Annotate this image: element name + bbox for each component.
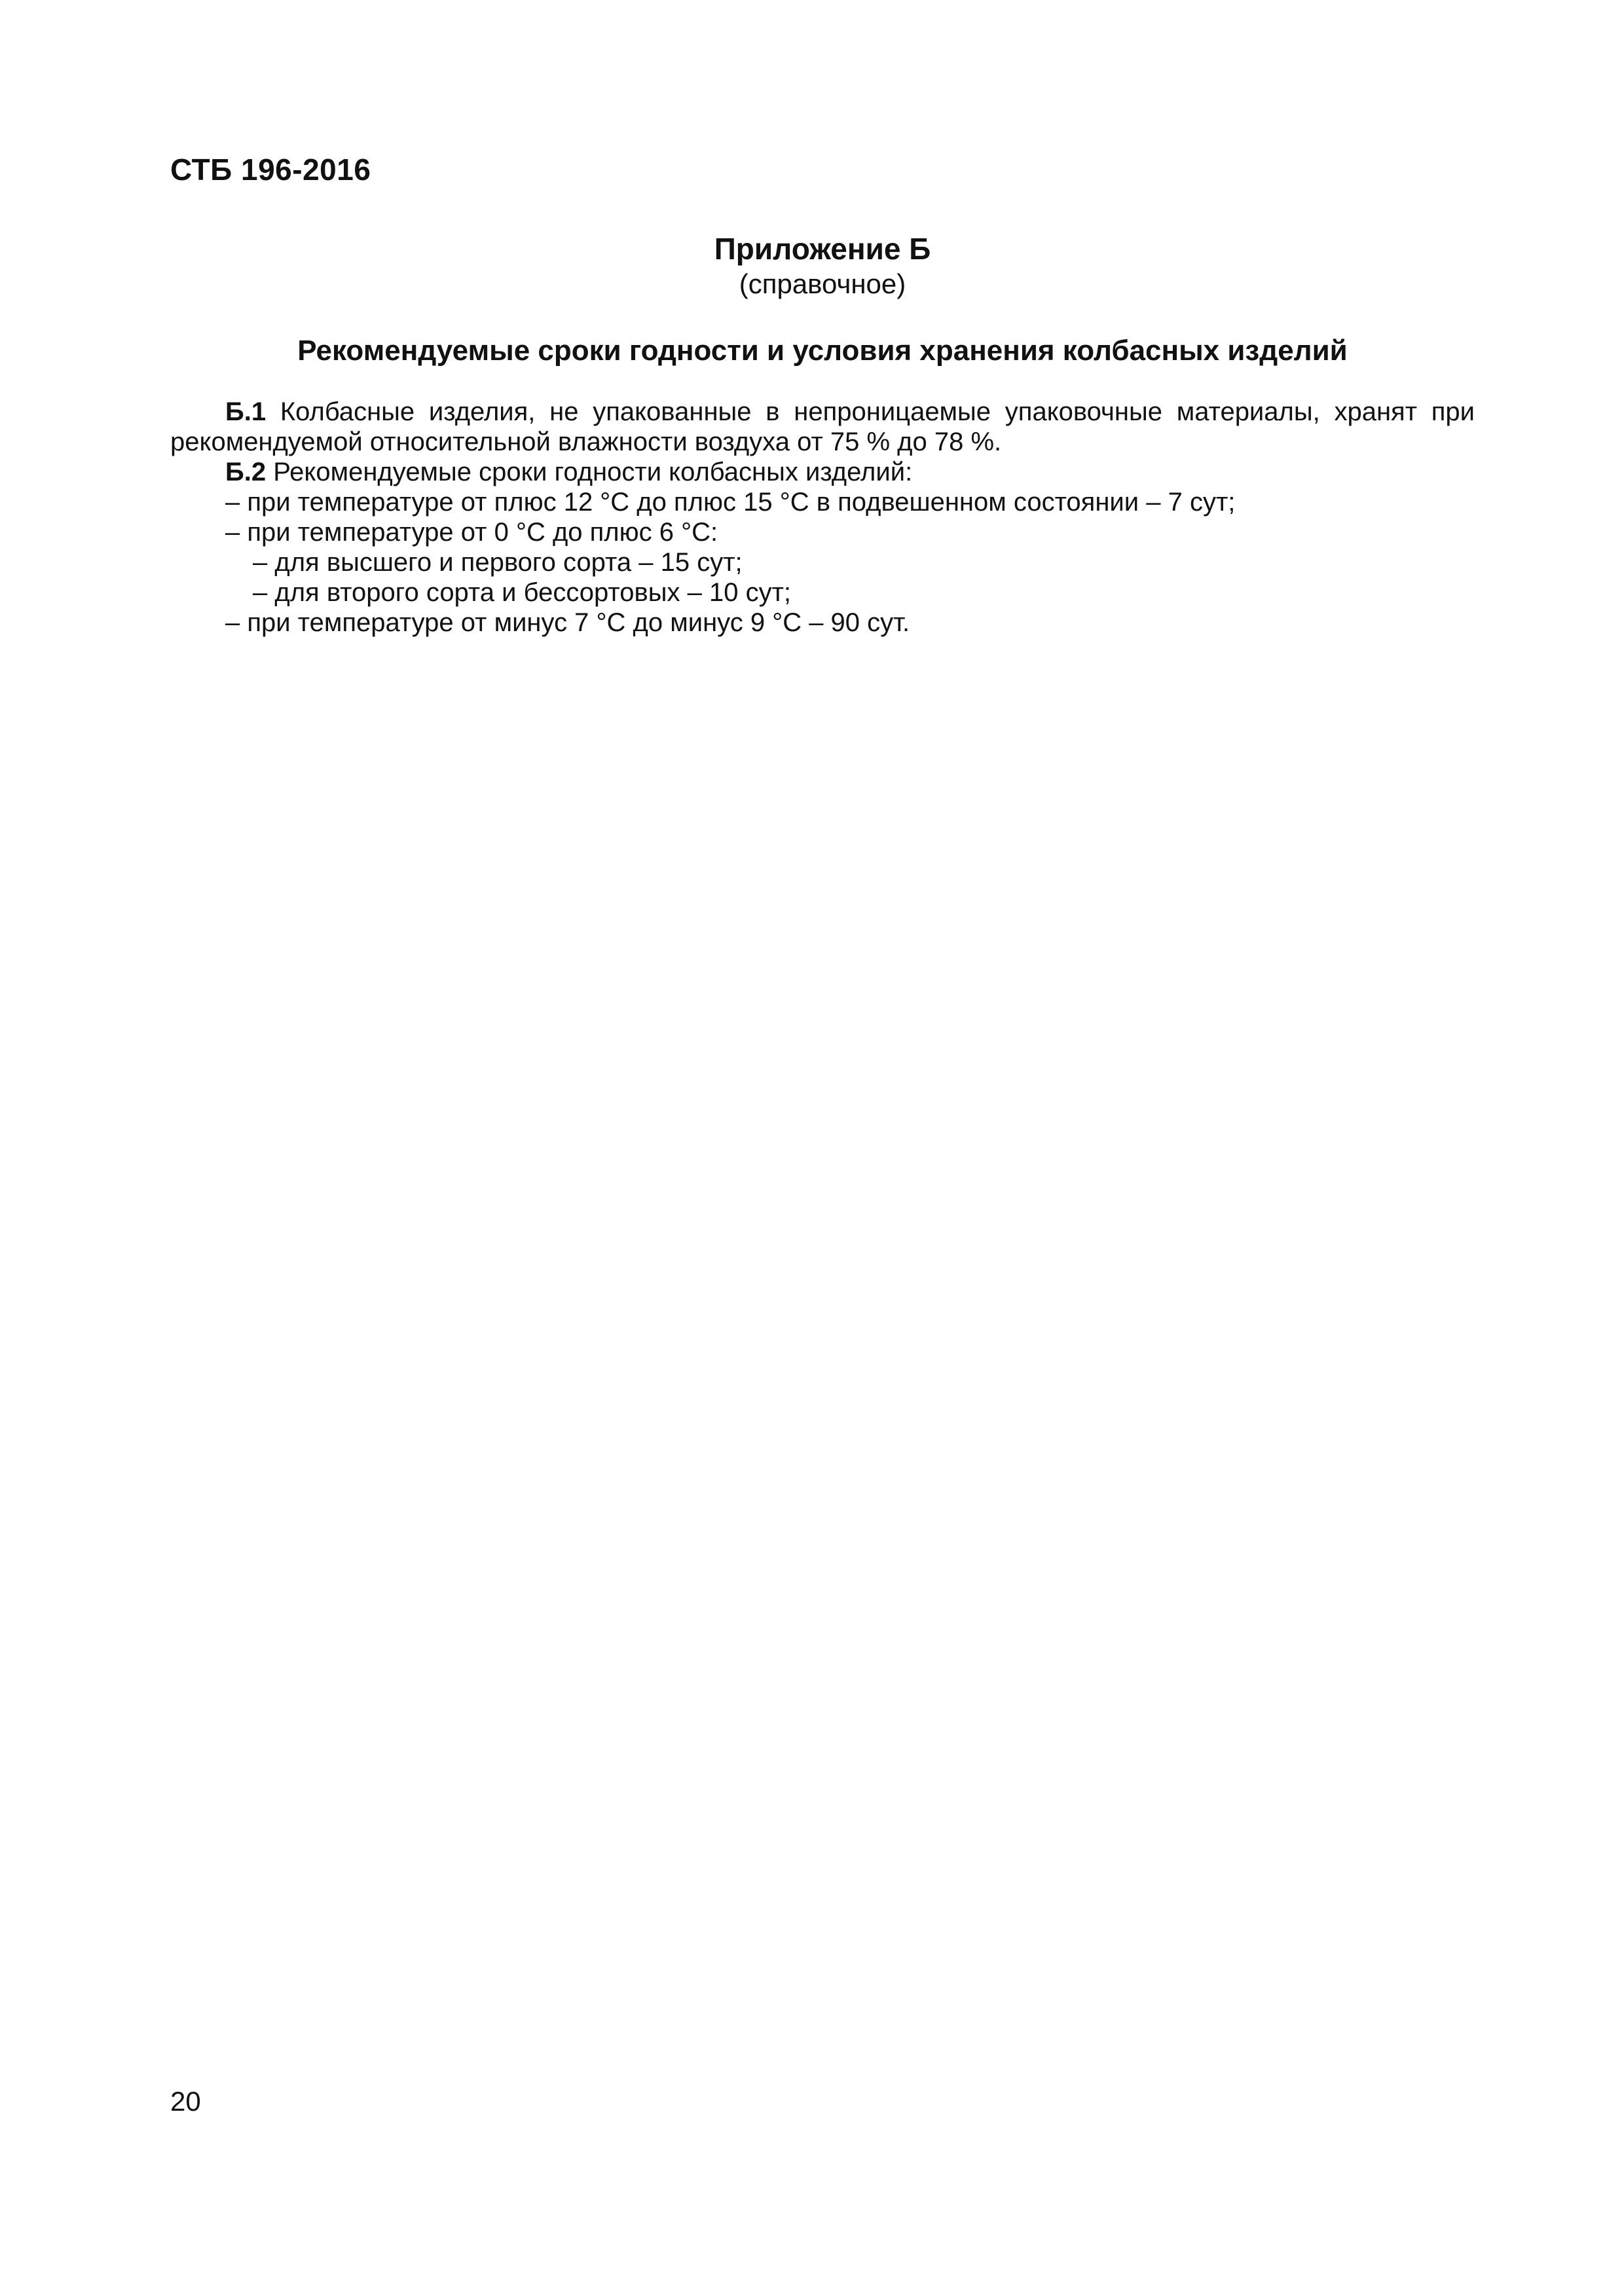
list-item: – при температуре от минус 7 °С до минус 9 °С – 90 сут.	[225, 608, 910, 637]
sub-list-item: – для второго сорта и бессортовых – 10 сут;	[253, 578, 792, 607]
sub-list-item: – для высшего и первого сорта – 15 сут;	[253, 548, 743, 577]
page-number: 20	[170, 2086, 201, 2117]
paragraph-b1	[170, 397, 1475, 457]
paragraph-number: Б.1	[225, 397, 267, 426]
paragraph-b2	[170, 457, 1475, 487]
appendix-header	[170, 230, 1475, 301]
appendix-title: Приложение Б	[714, 232, 931, 266]
list-item: – при температуре от 0 °С до плюс 6 °С:	[225, 518, 718, 547]
paragraph-number: Б.2	[225, 458, 267, 486]
paragraph-text: Рекомендуемые сроки годности колбасных изделий:	[266, 458, 913, 486]
appendix-subtitle: (справочное)	[739, 268, 906, 299]
document-code: СТБ 196-2016	[170, 153, 371, 187]
document-body	[170, 397, 1475, 638]
appendix-heading: Рекомендуемые сроки годности и условия хранения колбасных изделий	[297, 335, 1348, 367]
list-item: – при температуре от плюс 12 °С до плюс 15 °С в подвешенном состоянии – 7 сут;	[225, 488, 1236, 517]
paragraph-text: Колбасные изделия, не упакованные в непроницаемые упаковочные материалы, хранят при рекомендуемой относительной влажности воздуха от 75 % до 78 %.	[170, 397, 1475, 456]
